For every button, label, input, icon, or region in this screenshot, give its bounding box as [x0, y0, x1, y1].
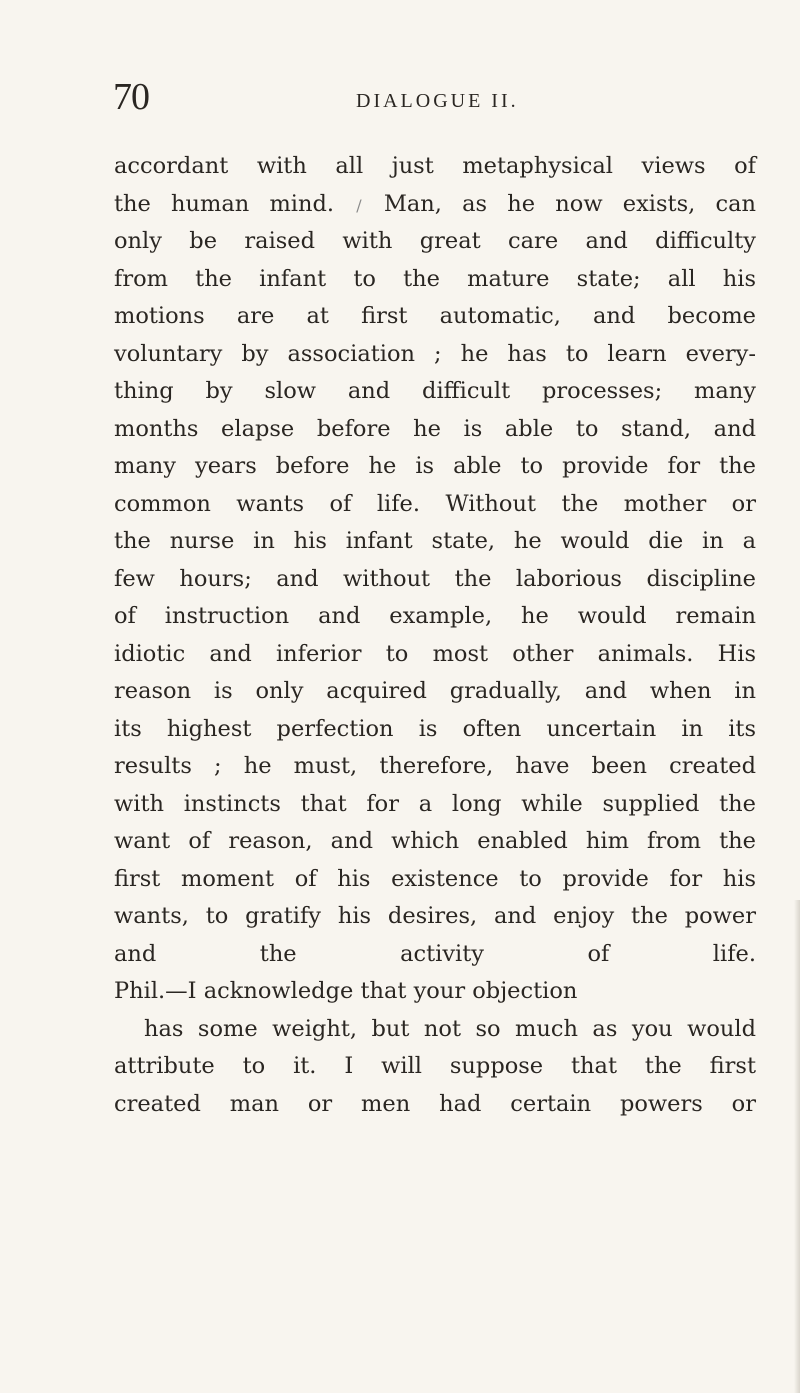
text-line	[114, 186, 756, 224]
body-text	[114, 148, 756, 1161]
text-line: want of reason, and which enabled him from the	[114, 828, 756, 854]
text-line: thing by slow and difficult processes; many	[114, 378, 756, 404]
running-head: DIALOGUE II.	[356, 90, 519, 112]
text-line: accordant with all just metaphysical views of	[114, 153, 756, 179]
text-line: Phil.—I acknowledge that your objection	[114, 978, 578, 1004]
text-segment: Man, as he now exists, can	[383, 190, 756, 217]
page-number: 70	[113, 76, 149, 118]
page-edge-shadow	[794, 900, 800, 1393]
page-header	[0, 78, 800, 128]
text-line: few hours; and without the laborious discipline	[114, 565, 756, 592]
text-line: created man or men had certain powers or	[114, 1090, 756, 1117]
text-line: first moment of his existence to provide for his	[114, 865, 756, 892]
text-segment: the human mind.	[114, 190, 335, 217]
text-line: its highest perfection is often uncertain in its	[114, 715, 756, 742]
text-line: reason is only acquired gradually, and when in	[114, 678, 756, 704]
text-line: months elapse before he is able to stand, and	[114, 415, 756, 442]
text-line: wants, to gratify his desires, and enjoy the power	[114, 903, 756, 929]
text-line: idiotic and inferior to most other animals. His	[114, 640, 756, 667]
text-line: results ; he must, therefore, have been created	[114, 753, 756, 779]
text-line: of instruction and example, he would remain	[114, 603, 756, 629]
text-line: only be raised with great care and difficulty	[114, 228, 756, 254]
text-line: motions are at first automatic, and become	[114, 303, 756, 329]
pencil-tick-mark: /	[356, 195, 362, 215]
text-line: common wants of life. Without the mother or	[114, 490, 756, 517]
text-line: with instincts that for a long while supplied the	[114, 790, 756, 817]
text-line: many years before he is able to provide for the	[114, 453, 756, 479]
text-line	[114, 1123, 756, 1161]
text-line: has some weight, but not so much as you would	[144, 1015, 756, 1042]
text-line: attribute to it. I will suppose that the first	[114, 1053, 756, 1079]
text-line: and the activity of life.	[114, 940, 756, 967]
text-line: voluntary by association ; he has to learn every-	[114, 340, 756, 367]
text-line: from the infant to the mature state; all his	[114, 265, 756, 292]
text-line: the nurse in his infant state, he would die in a	[114, 528, 756, 554]
